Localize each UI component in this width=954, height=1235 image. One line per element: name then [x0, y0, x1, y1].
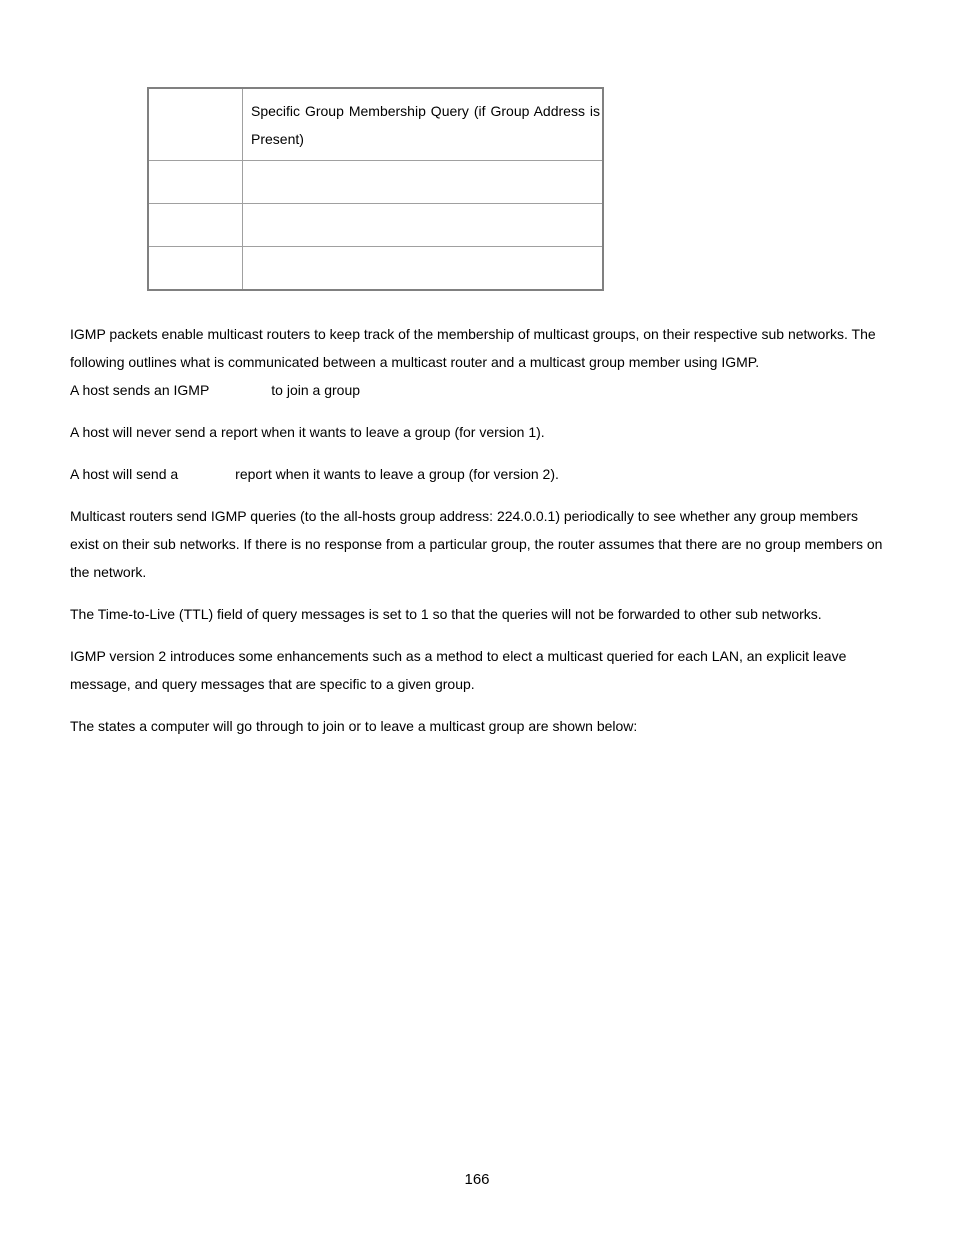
page-number: 166 — [464, 1171, 490, 1188]
text-fragment: to join a group — [271, 382, 361, 398]
table-cell-type — [148, 204, 243, 247]
table-cell-description — [243, 204, 604, 247]
paragraph-igmp-v2: IGMP version 2 introduces some enhancements such as a method to elect a multicast queried for each LAN, an explicit leave message, and query messages that are specific to a given group. — [70, 648, 847, 692]
paragraph-states-intro: The states a computer will go through to join or to leave a multicast group are shown below: — [70, 718, 638, 734]
text-fragment: report when it wants to leave a group (for version 2). — [235, 466, 559, 482]
table-cell-type — [148, 88, 243, 161]
igmp-message-type-table — [147, 87, 604, 291]
table-cell-type — [148, 161, 243, 204]
table-cell-description — [243, 161, 604, 204]
paragraph-router-queries: Multicast routers send IGMP queries (to the all-hosts group address: 224.0.0.1) periodically to see whether any group members exist on their sub networks. If there is no response from a particular group, the router assumes that there are no group members on the network. — [70, 508, 883, 580]
table-cell-description: Specific Group Membership Query (if Group Address is Present) — [243, 88, 604, 161]
text-fragment: A host will send a — [70, 466, 179, 482]
table-cell-type — [148, 247, 243, 291]
paragraph-host-leave-v2 — [70, 460, 890, 488]
text-fragment: A host sends an IGMP — [70, 382, 210, 398]
table-row — [148, 88, 603, 161]
paragraph-ttl: The Time-to-Live (TTL) field of query messages is set to 1 so that the queries will not be forwarded to other sub networks. — [70, 606, 822, 622]
table-row — [148, 161, 603, 204]
paragraph-host-join — [70, 376, 890, 404]
table-row — [148, 247, 603, 291]
table-cell-description — [243, 247, 604, 291]
paragraph-host-leave-v1: A host will never send a report when it wants to leave a group (for version 1). — [70, 424, 545, 440]
table-row — [148, 204, 603, 247]
paragraph-igmp-overview: IGMP packets enable multicast routers to keep track of the membership of multicast groups, on their respective sub networks. The following outlines what is communicated between a multicast router and a multicast group member using IGMP. — [70, 326, 876, 370]
